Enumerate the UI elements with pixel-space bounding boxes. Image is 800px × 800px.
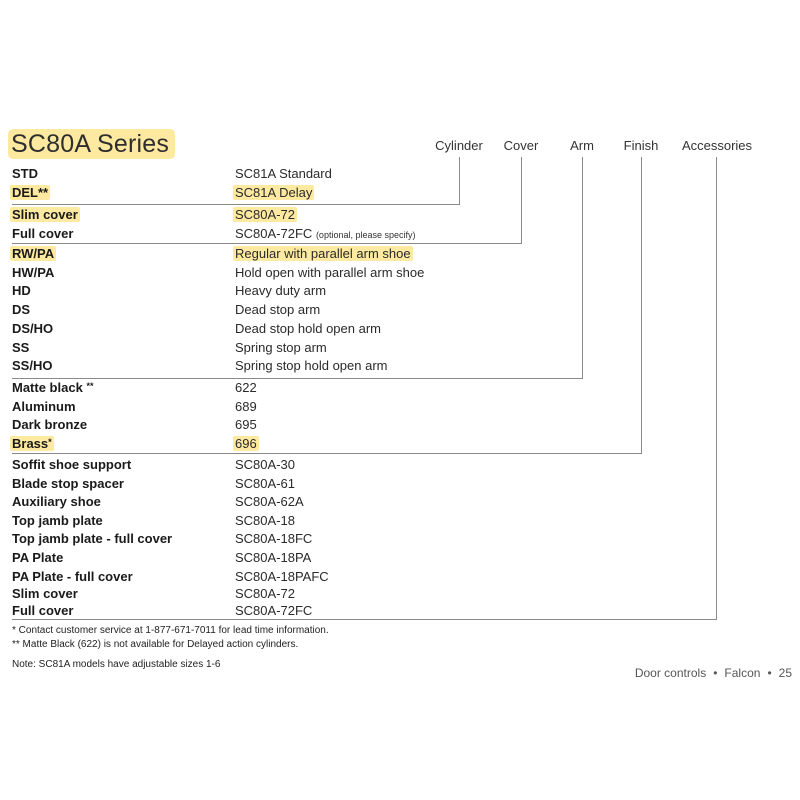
accessory-label-top-jamb-plate-full-cover: Top jamb plate - full cover (12, 531, 173, 546)
finish-value-brass: 696 (235, 436, 257, 451)
arm-value-ss: Spring stop arm (235, 340, 327, 355)
finish-value-matte-black: 622 (235, 380, 257, 395)
finish-label-brass-text: Brass (12, 436, 49, 451)
arm-label-ds-ho: DS/HO (12, 321, 54, 336)
column-header-accessories: Accessories (681, 138, 753, 153)
arm-label-hd: HD (12, 283, 31, 298)
accessories-bracket (12, 619, 717, 620)
finish-label-dark-bronze: Dark bronze (12, 417, 88, 432)
cylinder-connector-line (459, 157, 460, 205)
note-adjustable-sizes: Note: SC81A models have adjustable sizes 1-6 (12, 659, 221, 670)
accessories-connector-line (716, 157, 717, 620)
cover-connector-line (521, 157, 522, 243)
footnote-matte-black: ** Matte Black (622) is not available for Delayed action cylinders. (12, 639, 299, 650)
cover-value-full-note: (optional, please specify) (315, 230, 416, 240)
accessory-value-blade-stop-spacer: SC80A-61 (235, 476, 295, 491)
accessory-label-blade-stop-spacer: Blade stop spacer (12, 476, 124, 491)
accessory-value-slim-cover: SC80A-72 (235, 586, 295, 601)
column-header-finish: Finish (623, 138, 659, 153)
accessory-label-slim-cover: Slim cover (12, 586, 78, 601)
accessory-label-pa-plate-full-cover: PA Plate - full cover (12, 569, 133, 584)
arm-label-rw-pa: RW/PA (12, 246, 55, 261)
cylinder-value-del: SC81A Delay (235, 185, 313, 200)
footer-brand: Falcon (724, 666, 761, 680)
accessory-value-top-jamb-plate: SC80A-18 (235, 513, 295, 528)
accessory-label-auxiliary-shoe: Auxiliary shoe (12, 494, 101, 509)
accessory-label-soffit-shoe-support: Soffit shoe support (12, 457, 132, 472)
arm-value-hw-pa: Hold open with parallel arm shoe (235, 265, 425, 280)
page-title: SC80A Series (8, 129, 175, 159)
footer-separator-1: • (713, 666, 718, 680)
finish-label-matte-black-text: Matte black (12, 380, 83, 395)
cover-value-full (235, 226, 416, 241)
cover-label-slim: Slim cover (12, 207, 78, 222)
page-footer (635, 666, 792, 680)
accessory-label-pa-plate: PA Plate (12, 550, 64, 565)
footer-section: Door controls (634, 666, 707, 680)
accessory-value-pa-plate: SC80A-18PA (235, 550, 312, 565)
cover-bracket (12, 243, 522, 244)
arm-label-ss: SS (12, 340, 30, 355)
cylinder-label-std: STD (12, 166, 38, 181)
arm-bracket (12, 378, 583, 379)
accessory-label-top-jamb-plate: Top jamb plate (12, 513, 103, 528)
finish-label-matte-black-sup: ** (86, 381, 94, 391)
cylinder-label-del: DEL** (12, 185, 49, 200)
finish-label-brass-sup: * (48, 437, 52, 447)
column-header-cover: Cover (503, 138, 539, 153)
finish-label-brass (10, 436, 54, 451)
arm-label-ss-ho: SS/HO (12, 358, 53, 373)
column-header-cylinder: Cylinder (435, 138, 483, 153)
footer-page-number: 25 (778, 666, 792, 680)
arm-label-ds: DS (12, 302, 31, 317)
cover-value-slim: SC80A-72 (235, 207, 295, 222)
cylinder-value-std: SC81A Standard (235, 166, 332, 181)
footnote-lead-time: * Contact customer service at 1-877-671-7011 for lead time information. (12, 625, 329, 636)
accessory-value-top-jamb-plate-full-cover: SC80A-18FC (235, 531, 313, 546)
accessory-value-auxiliary-shoe: SC80A-62A (235, 494, 304, 509)
arm-value-ss-ho: Spring stop hold open arm (235, 358, 388, 373)
finish-bracket (12, 453, 642, 454)
arm-value-hd: Heavy duty arm (235, 283, 327, 298)
arm-connector-line (582, 157, 583, 379)
accessory-value-pa-plate-full-cover: SC80A-18PAFC (235, 569, 329, 584)
accessory-value-full-cover: SC80A-72FC (235, 603, 313, 618)
accessory-label-full-cover: Full cover (12, 603, 74, 618)
arm-value-rw-pa: Regular with parallel arm shoe (235, 246, 411, 261)
finish-value-aluminum: 689 (235, 399, 257, 414)
cover-label-full: Full cover (12, 226, 74, 241)
column-header-arm: Arm (570, 138, 594, 153)
finish-connector-line (641, 157, 642, 454)
arm-label-hw-pa: HW/PA (12, 265, 55, 280)
finish-label-aluminum: Aluminum (12, 399, 76, 414)
finish-label-matte-black (12, 380, 93, 395)
footer-separator-2: • (767, 666, 772, 680)
cover-value-full-code: SC80A-72FC (235, 226, 313, 241)
finish-value-dark-bronze: 695 (235, 417, 257, 432)
cylinder-bracket (12, 204, 460, 205)
arm-value-ds: Dead stop arm (235, 302, 321, 317)
accessory-value-soffit-shoe-support: SC80A-30 (235, 457, 295, 472)
arm-value-ds-ho: Dead stop hold open arm (235, 321, 381, 336)
